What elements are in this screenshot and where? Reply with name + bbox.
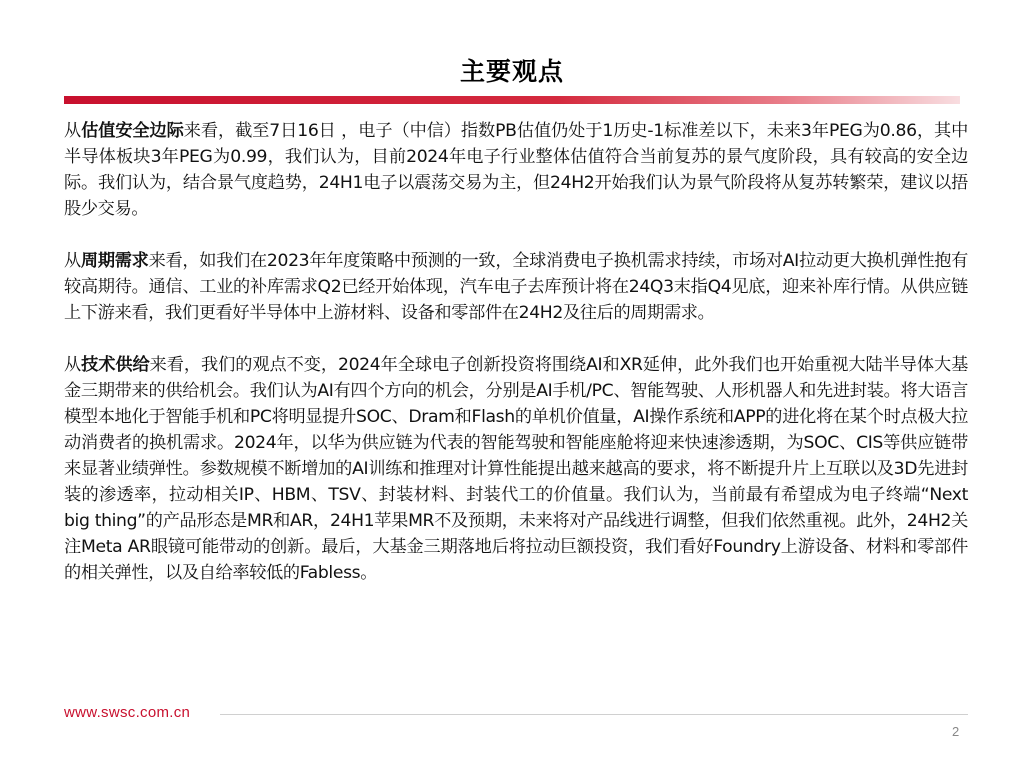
paragraph-text: 来看，我们的观点不变，2024年全球电子创新投资将围绕AI和XR延伸，此外我们也开始重视大陆半导体大基金三期带来的供给机会。我们认为AI有四个方向的机会，分别是AI手机/PC、智能驾驶、人形机器人和先进封装。将大语言模型本地化于智能手机和PC将明显提升SOC、Dram和Flash的单机价值量，AI操作系统和APP的进化将在某个时点极大拉动消费者的换机需求。2024年，以华为供应链为代表的智能驾驶和智能座舱将迎来快速渗透期，为SOC、CIS等供应链带来显著业绩弹性。参数规模不断增加的AI训练和推理对计算性能提出越来越高的要求，将不断提升片上互联以及3D先进封装的渗透率，拉动相关IP、HBM、TSV、封装材料、封装代工的价值量。我们认为，当前最有希望成为电子终端“Next big thing”的产品形态是MR和AR，24H1苹果MR不及预期，未来将对产品线进行调整，但我们依然重视。此外，24H2关注Meta AR眼镜可能带动的创新。最后，大基金三期落地后将拉动巨额投资，我们看好Foundry上游设备、材料和零部件的相关弹性，以及自给率较低的Fabless。 (64, 355, 968, 583)
paragraph-keyword: 技术供给 (81, 355, 150, 375)
page-title: 主要观点 (459, 57, 564, 86)
paragraph-valuation (64, 118, 968, 222)
footer-divider (220, 714, 968, 715)
paragraph-tech-supply (64, 352, 968, 586)
main-content (64, 118, 968, 612)
title-underline-bar (64, 96, 960, 104)
paragraph-text: 来看，如我们在2023年年度策略中预测的一致，全球消费电子换机需求持续，市场对AI拉动更大换机弹性抱有较高期待。通信、工业的补库需求Q2已经开始体现，汽车电子去库预计将在24Q3末指Q4见底，迎来补库行情。从供应链上下游来看，我们更看好半导体中上游材料、设备和零部件在24H2及往后的周期需求。 (64, 251, 968, 323)
paragraph-lead: 从 (64, 121, 82, 141)
paragraph-text: 来看，截至7日16日 ，电子（中信）指数PB估值仍处于1历史-1标准差以下，未来3年PEG为0.86，其中半导体板块3年PEG为0.99，我们认为，目前2024年电子行业整体估值符合当前复苏的景气度阶段，具有较高的安全边际。我们认为，结合景气度趋势，24H1电子以震荡交易为主，但24H2开始我们认为景气阶段将从复苏转繁荣，建议以捂股少交易。 (64, 121, 968, 219)
paragraph-lead: 从 (64, 251, 81, 271)
footer-website-url: www.swsc.com.cn (64, 704, 191, 721)
paragraph-lead: 从 (64, 355, 82, 375)
page-number: 2 (952, 724, 960, 739)
paragraph-cycle-demand (64, 248, 968, 326)
paragraph-keyword: 估值安全边际 (81, 121, 184, 141)
paragraph-keyword: 周期需求 (80, 251, 149, 271)
